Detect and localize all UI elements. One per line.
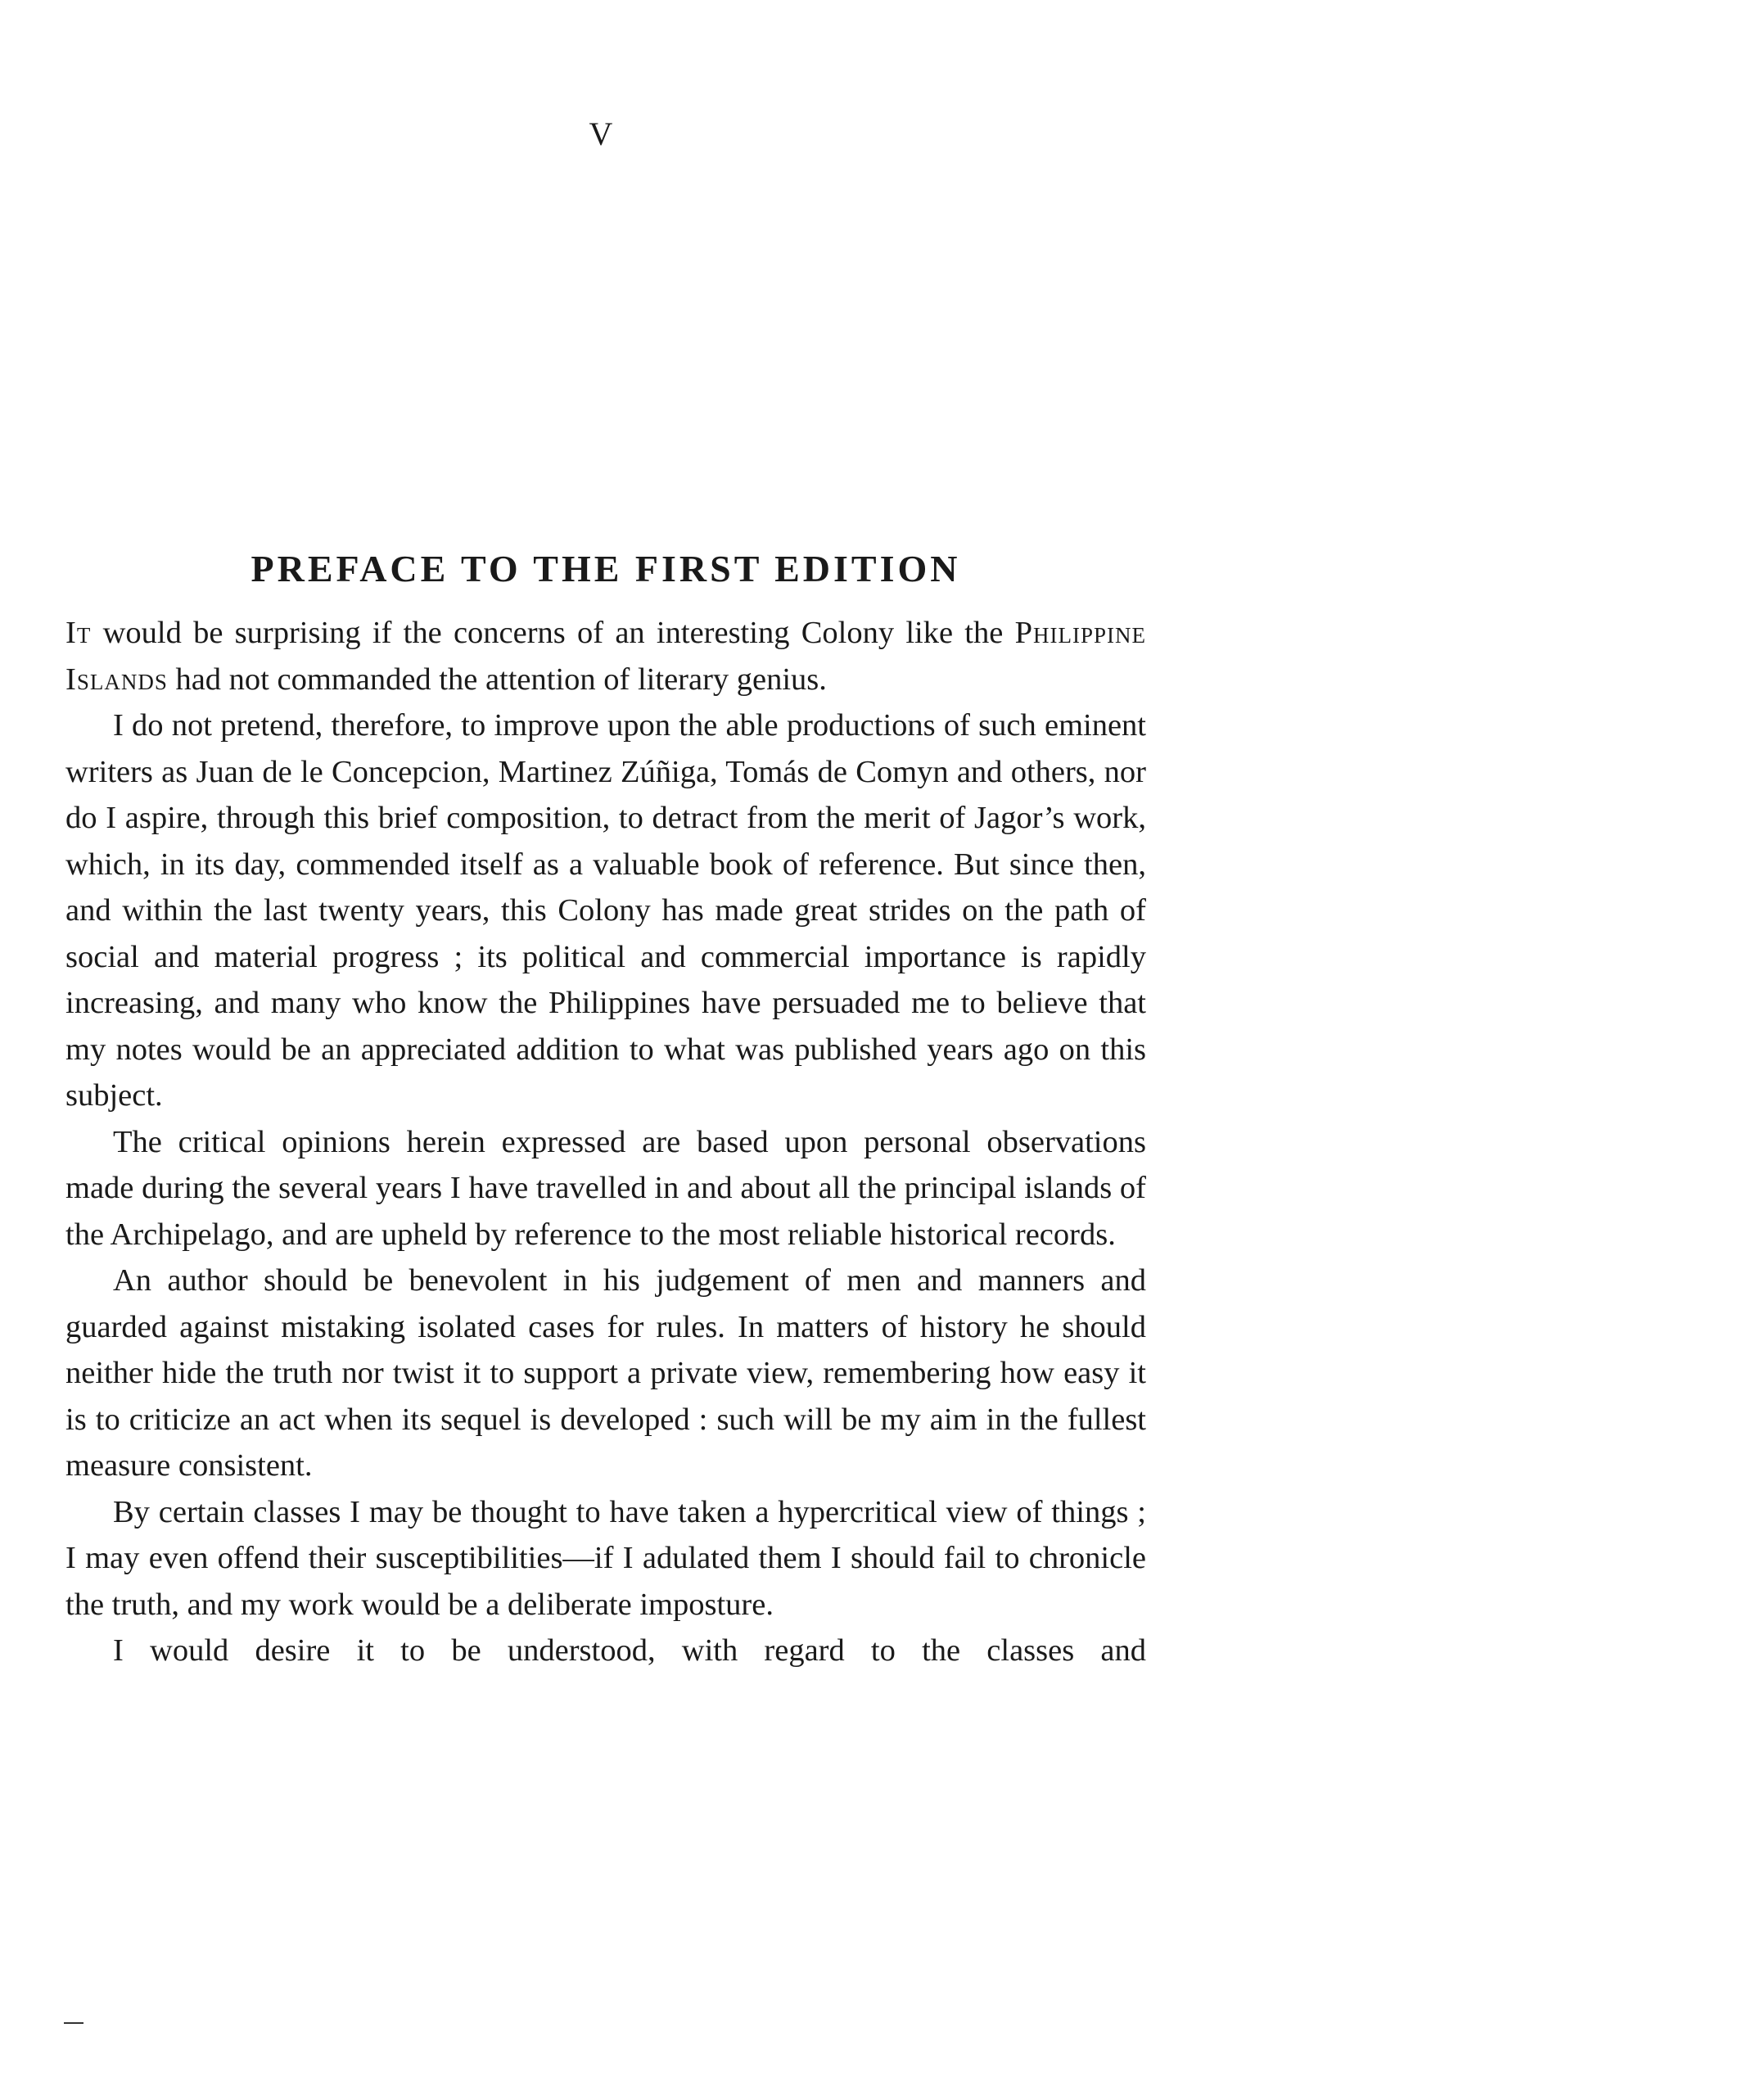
page-number: V: [589, 115, 615, 152]
paragraph-6: I would desire it to be understood, with regard to the classes and: [113, 1633, 1146, 1668]
paragraph-1-text-before: would be surprising if the concerns of an interesting Colony like the: [91, 616, 1015, 650]
paragraph-5: By certain classes I may be thought to have taken a hypercritical view of things ; I may even offend their susceptibilities—if I adulated them I should fail to chronicle the truth, and my work would be a deliberate imposture.: [65, 1494, 1146, 1622]
paragraph-1-lead: It: [65, 616, 92, 650]
preface-body: [65, 610, 1146, 1674]
paragraph-1-emphasis: Philippine Islands: [65, 616, 1146, 697]
paragraph-2: I do not pretend, therefore, to improve upon the able productions of such eminent writers as Juan de le Concepcion, Martinez Zúñiga, Tomás de Comyn and others, nor do I aspire, through this brief composition, to detract from the merit of Jagor’s work, which, in its day, commended itself as a valuable book of reference. But since then, and within the last twenty years, this Colony has made great strides on the path of social and material progress ; its political and commercial importance is rapidly increasing, and many who know the Philippines have persuaded me to believe that my notes would be an appreciated addition to what was published years ago on this subject.: [65, 708, 1146, 1113]
page-title: PREFACE TO THE FIRST EDITION: [251, 547, 961, 589]
paragraph-3: The critical opinions herein expressed are based upon personal observations made during the several years I have travelled in and about all the principal islands of the Archipelago, and are upheld by reference to the most reliable historical records.: [65, 1124, 1146, 1252]
paragraph-1: [65, 610, 1146, 702]
paragraph-4: An author should be benevolent in his judgement of men and manners and guarded against mistaking isolated cases for rules. In matters of history he should neither hide the truth nor twist it to support a private view, remembering how easy it is to criticize an act when its sequel is developed : such will be my aim in the fullest measure consistent.: [65, 1263, 1146, 1483]
paragraph-1-text-after: had not commanded the attention of literary genius.: [167, 662, 827, 697]
margin-mark: [64, 2022, 84, 2024]
